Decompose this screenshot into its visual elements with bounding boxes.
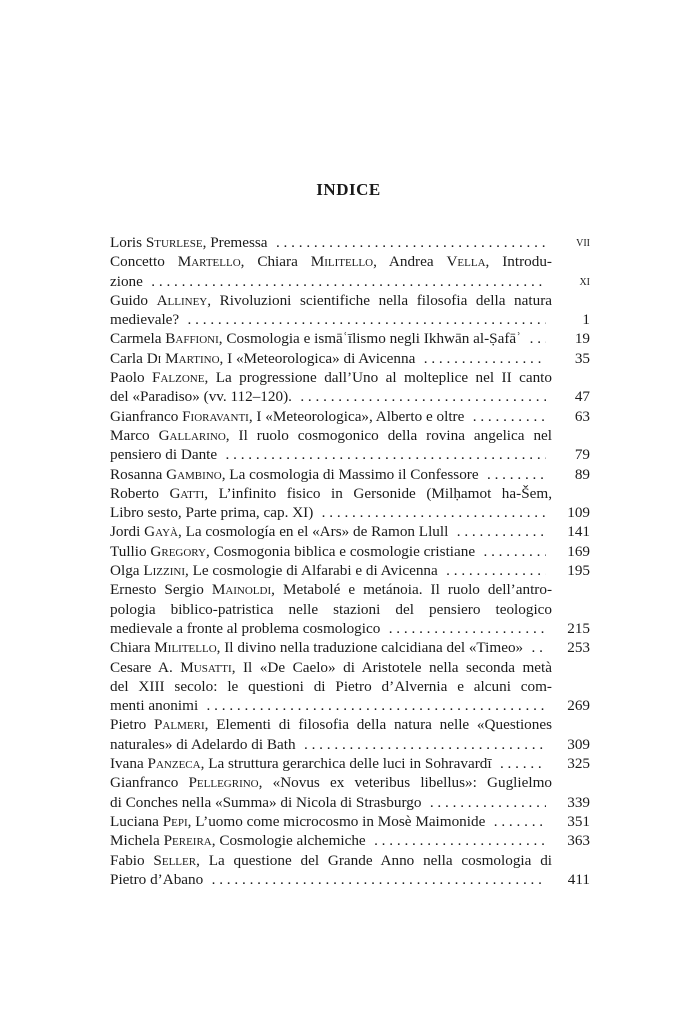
dot-leader <box>483 465 546 484</box>
page-number: 195 <box>567 562 590 580</box>
author-surname: Musatti <box>180 658 232 676</box>
entry-line: Fabio Seller, La questione del Grande Anno nella cosmologia di <box>110 851 553 869</box>
dot-leader <box>202 696 546 715</box>
entry-title-text: naturales» di Adelardo di Bath <box>110 735 296 753</box>
entry-last-text: Luciana Pepi, L’uomo come microcosmo in Mosè Maimonide <box>110 812 486 830</box>
entry-text <box>110 773 552 812</box>
toc-entry <box>110 773 590 812</box>
entry-text <box>110 658 552 716</box>
entry-line: Roberto Gatti, L’infinito fisico in Gersonide (Milḥamot ha-Šem, <box>110 484 552 502</box>
author-first-name: Carla <box>110 349 147 367</box>
entry-title-text: Elementi di filosofia della natura nelle «Questiones <box>216 716 553 734</box>
page-number: 141 <box>567 523 590 541</box>
entry-title-text: Le cosmologie di Alfarabi e di Avicenna <box>192 562 438 580</box>
entry-last-line <box>110 445 552 464</box>
author-surname: Baffioni <box>165 330 219 348</box>
entry-text <box>110 812 552 831</box>
author-first-name: Marco <box>110 426 159 444</box>
entry-last-text <box>110 272 143 291</box>
entry-title-text: Libro sesto, Parte prima, cap. XI) <box>110 504 314 522</box>
toc-entry <box>110 329 590 348</box>
author-surname: Martello <box>177 253 241 271</box>
author-first-name: Chiara <box>257 253 311 271</box>
entry-last-line <box>110 329 552 348</box>
dot-leader <box>296 387 546 406</box>
author-first-name: Rosanna <box>110 465 167 483</box>
entry-last-text <box>110 445 218 464</box>
author-first-name: Concetto <box>110 253 178 271</box>
entry-last-line <box>110 812 552 831</box>
entry-text <box>110 252 552 291</box>
page-number: 351 <box>567 812 590 830</box>
dot-leader <box>419 349 546 368</box>
author-first-name: Guido <box>110 291 157 309</box>
entry-last-text <box>110 870 204 889</box>
author-surname: Sturlese <box>145 234 203 251</box>
entry-last-text: Olga Lizzini, Le cosmologie di Alfarabi e di Avicenna <box>110 562 438 580</box>
toc-entry <box>110 851 590 890</box>
author-surname: Militello <box>310 253 374 271</box>
dot-leader <box>489 812 546 831</box>
entry-title-text: Cosmologia e ismāʿīlismo negli Ikhwān al-Ṣafāʾ <box>226 330 522 348</box>
toc-entry <box>110 638 590 657</box>
dot-leader <box>221 445 546 464</box>
entry-last-line <box>110 735 552 754</box>
author-surname: Falzone <box>152 369 205 387</box>
entry-line: Marco Gallarino, Il ruolo cosmogonico della rovina angelica nel <box>110 426 552 444</box>
author-first-name: Pietro <box>110 716 155 734</box>
entry-title-text: Metabolé e metánoia. Il ruolo dell’antro- <box>282 581 553 599</box>
entry-text <box>110 831 552 850</box>
entry-line: Cesare A. Musatti, Il «De Caelo» di Aristotele nella seconda metà <box>110 658 552 676</box>
entry-last-line <box>110 696 552 715</box>
entry-title-text: L’uomo come microcosmo in Mosè Maimonide <box>195 812 486 830</box>
author-surname: Mainoldi <box>211 581 272 599</box>
entry-title-text: La questione del Grande Anno nella cosmologia di <box>208 851 553 869</box>
author-surname: Gambino <box>166 465 222 483</box>
entry-line: Ernesto Sergio Mainoldi, Metabolé e metánoia. Il ruolo dell’antro- <box>110 581 553 599</box>
author-first-name: Chiara <box>110 639 155 657</box>
dot-leader <box>317 503 546 522</box>
entry-last-text <box>110 503 314 522</box>
dot-leader <box>452 522 546 541</box>
entry-last-line <box>110 561 552 580</box>
toc-entry <box>110 580 590 638</box>
entry-text <box>110 522 552 541</box>
page-number: 253 <box>567 639 590 657</box>
entry-last-line <box>110 310 552 329</box>
page-number: 79 <box>574 446 590 464</box>
toc-entry <box>110 252 590 291</box>
entry-title-text: Il divino nella traduzione calcidiana del «Timeo» <box>224 639 524 657</box>
toc-entry <box>110 291 590 330</box>
entry-last-line <box>110 272 552 291</box>
dot-leader <box>183 310 546 329</box>
page-number: 89 <box>574 465 590 483</box>
toc-entry <box>110 368 590 407</box>
author-first-name: Ivana <box>110 755 148 773</box>
toc-entry <box>110 484 590 523</box>
dot-leader <box>468 407 546 426</box>
entry-text <box>110 329 552 348</box>
page-number: 411 <box>567 870 590 888</box>
entry-last-text: Rosanna Gambino, La cosmologia di Massimo il Confessore <box>110 465 479 483</box>
entry-title-text: del «Paradiso» (vv. 112–120). <box>110 388 292 406</box>
entry-text <box>110 465 552 484</box>
entry-title-text: Cosmogonia biblica e cosmologie cristiane <box>213 542 476 560</box>
toc-entry <box>110 812 590 831</box>
author-first-name: Cesare A. <box>110 658 181 676</box>
page-number: 309 <box>567 735 590 753</box>
entry-last-line <box>110 619 552 638</box>
author-first-name: Luciana <box>110 812 163 830</box>
entry-last-text: Ivana Panzeca, La struttura gerarchica delle luci in Sohravardī <box>110 755 492 773</box>
page-number: 269 <box>567 697 590 715</box>
page-number: 63 <box>574 407 590 425</box>
author-surname: Seller <box>153 851 197 869</box>
toc-entry <box>110 465 590 484</box>
entry-text <box>110 561 552 580</box>
page-number: vii <box>576 235 590 250</box>
entry-last-text: Michela Pereira, Cosmologie alchemiche <box>110 832 366 850</box>
entry-title-text: zione <box>110 272 143 290</box>
dot-leader <box>207 870 546 889</box>
entry-last-text: Loris Sturlese, Premessa <box>110 234 268 251</box>
author-first-name: Tullio <box>110 542 151 560</box>
entry-last-text <box>110 619 381 638</box>
entry-last-text: Carmela Baffioni, Cosmologia e ismāʿīlismo negli Ikhwān al-Ṣafāʾ <box>110 330 522 348</box>
entry-last-text <box>110 387 292 406</box>
dot-leader <box>527 638 546 657</box>
author-surname: Fioravanti <box>182 407 249 425</box>
page-number: 109 <box>567 504 590 522</box>
entry-title-text: I «Meteorologica» di Avicenna <box>227 349 416 367</box>
toc-entry <box>110 715 590 754</box>
entry-last-line <box>110 831 552 850</box>
dot-leader <box>147 272 546 291</box>
author-surname: Panzeca <box>147 755 201 773</box>
entry-title-text: L’infinito fisico in Gersonide (Milḥamot ha-Šem, <box>218 484 552 502</box>
entry-title-text: La struttura gerarchica delle luci in Sohravardī <box>208 755 492 773</box>
entry-text <box>110 407 552 426</box>
entry-title-text: La progressione dall’Uno al molteplice nel II canto <box>215 369 552 387</box>
author-surname: Pellegrino <box>188 774 259 792</box>
page-title: INDICE <box>316 180 381 199</box>
entry-last-line <box>110 638 552 657</box>
page-number: 47 <box>574 388 590 406</box>
entry-title-text: pologia biblico-patristica nelle stazioni del pensiero teologico <box>110 600 552 618</box>
entry-line: Concetto Martello, Chiara Militello, Andrea Vella, Introdu- <box>110 253 552 271</box>
entry-text <box>110 851 552 890</box>
dot-leader <box>272 233 546 252</box>
entry-last-text <box>110 735 296 754</box>
entry-last-text: Gianfranco Fioravanti, I «Meteorologica», Alberto e oltre <box>110 407 465 425</box>
entry-title-text: La cosmologia di Massimo il Confessore <box>229 465 479 483</box>
entry-title-text: medievale a fronte al problema cosmologico <box>110 619 381 637</box>
page-number: 169 <box>567 542 590 560</box>
entry-text <box>110 754 552 773</box>
entry-title-text: Introdu- <box>502 253 552 271</box>
toc-entry <box>110 407 590 426</box>
author-surname: Palmeri <box>154 716 205 734</box>
author-first-name: Carmela <box>110 330 166 348</box>
entry-last-text: Chiara Militello, Il divino nella traduzione calcidiana del «Timeo» <box>110 639 524 657</box>
author-surname: Alliney <box>156 291 208 309</box>
author-first-name: Gianfranco <box>110 407 183 425</box>
entry-text <box>110 484 552 523</box>
author-first-name: Loris <box>110 234 146 251</box>
entry-last-line <box>110 542 552 561</box>
dot-leader <box>425 793 546 812</box>
entry-last-text <box>110 696 199 715</box>
toc-entry <box>110 561 590 580</box>
author-surname: Gatti <box>169 484 205 502</box>
entry-title-text: «Novus ex veteribus libellus»: Guglielmo <box>272 774 552 792</box>
author-surname: Pereira <box>163 832 212 850</box>
toc-entry <box>110 233 590 252</box>
author-first-name: Andrea <box>388 253 447 271</box>
toc-entry <box>110 831 590 850</box>
page-number: 363 <box>567 832 590 850</box>
dot-leader <box>496 754 546 773</box>
author-first-name: Fabio <box>110 851 154 869</box>
page-number: xi <box>579 273 590 289</box>
entry-last-line <box>110 522 552 541</box>
entry-last-line <box>110 870 552 889</box>
entry-line <box>110 677 552 696</box>
entry-text <box>110 368 552 407</box>
entry-title-text: I «Meteorologica», Alberto e oltre <box>256 407 465 425</box>
entry-line: Guido Alliney, Rivoluzioni scientifiche nella filosofia della natura <box>110 291 553 309</box>
dot-leader <box>370 831 546 850</box>
author-surname: Gayà <box>144 523 178 541</box>
entry-last-line <box>110 503 552 522</box>
entry-title-text: del XIII secolo: le questioni di Pietro d’Alvernia e alcuni com- <box>110 677 552 695</box>
page-number: 19 <box>574 330 590 348</box>
entry-title-text: Il «De Caelo» di Aristotele nella seconda metà <box>243 658 552 676</box>
entry-last-line <box>110 233 552 252</box>
entry-line: Pietro Palmeri, Elementi di filosofia della natura nelle «Questiones <box>110 716 553 734</box>
entry-text <box>110 715 552 754</box>
entry-last-text <box>110 793 422 812</box>
entry-text <box>110 638 552 657</box>
entry-title-text: Premessa <box>210 234 268 251</box>
entry-last-line <box>110 754 552 773</box>
table-of-contents <box>110 233 590 889</box>
author-surname: Lizzini <box>143 562 185 580</box>
author-surname: Vella <box>446 253 486 271</box>
page-number: 339 <box>567 793 590 811</box>
dot-leader <box>479 542 546 561</box>
entry-title-text: di Conches nella «Summa» di Nicola di Strasburgo <box>110 793 422 811</box>
dot-leader <box>384 619 546 638</box>
entry-title-text: menti anonimi <box>110 697 199 715</box>
toc-entry <box>110 349 590 368</box>
entry-title-text: medievale? <box>110 311 180 329</box>
author-surname: Gregory <box>150 542 206 560</box>
entry-title-text: Rivoluzioni scientifiche nella filosofia della natura <box>219 291 553 309</box>
entry-title-text: Il ruolo cosmogonico della rovina angelica nel <box>238 426 552 444</box>
author-first-name: Paolo <box>110 369 153 387</box>
page-number: 35 <box>574 349 590 367</box>
page-number: 1 <box>582 311 590 329</box>
author-first-name: Roberto <box>110 484 170 502</box>
entry-title-text: La cosmología en el «Ars» de Ramon Llull <box>185 523 449 541</box>
author-first-name: Michela <box>110 832 164 850</box>
entry-text <box>110 349 552 368</box>
entry-line: Gianfranco Pellegrino, «Novus ex veteribus libellus»: Guglielmo <box>110 774 552 792</box>
entry-last-line <box>110 349 552 368</box>
entry-line <box>110 600 552 619</box>
author-first-name: Jordi <box>110 523 145 541</box>
entry-last-text: Jordi Gayà, La cosmología en el «Ars» de Ramon Llull <box>110 523 449 541</box>
entry-text <box>110 233 552 252</box>
author-surname: Di Martino <box>146 349 220 367</box>
author-surname: Pepi <box>162 812 188 830</box>
entry-last-line <box>110 407 552 426</box>
entry-last-text: Tullio Gregory, Cosmogonia biblica e cosmologie cristiane <box>110 542 476 560</box>
author-first-name: Olga <box>110 562 144 580</box>
toc-entry <box>110 754 590 773</box>
toc-entry <box>110 522 590 541</box>
toc-entry <box>110 542 590 561</box>
page-number: 215 <box>567 619 590 637</box>
dot-leader <box>300 735 546 754</box>
author-surname: Gallarino <box>158 426 226 444</box>
entry-title-text: Pietro d’Abano <box>110 870 204 888</box>
author-first-name: Ernesto Sergio <box>110 581 212 599</box>
entry-text <box>110 426 552 465</box>
entry-last-text: Carla Di Martino, I «Meteorologica» di Avicenna <box>110 349 416 367</box>
entry-last-line <box>110 465 552 484</box>
entry-last-line <box>110 387 552 406</box>
toc-entry <box>110 426 590 465</box>
entry-text <box>110 542 552 561</box>
page-number: 325 <box>567 755 590 773</box>
author-first-name: Gianfranco <box>110 774 189 792</box>
entry-last-text <box>110 310 180 329</box>
entry-last-line <box>110 793 552 812</box>
entry-text <box>110 291 552 330</box>
dot-leader <box>442 561 546 580</box>
author-surname: Militello <box>154 639 217 657</box>
entry-title-text: pensiero di Dante <box>110 446 218 464</box>
entry-title-text: Cosmologie alchemiche <box>219 832 366 850</box>
entry-line: Paolo Falzone, La progressione dall’Uno al molteplice nel II canto <box>110 369 552 387</box>
entry-text <box>110 580 552 638</box>
toc-entry <box>110 658 590 716</box>
dot-leader <box>525 329 546 348</box>
